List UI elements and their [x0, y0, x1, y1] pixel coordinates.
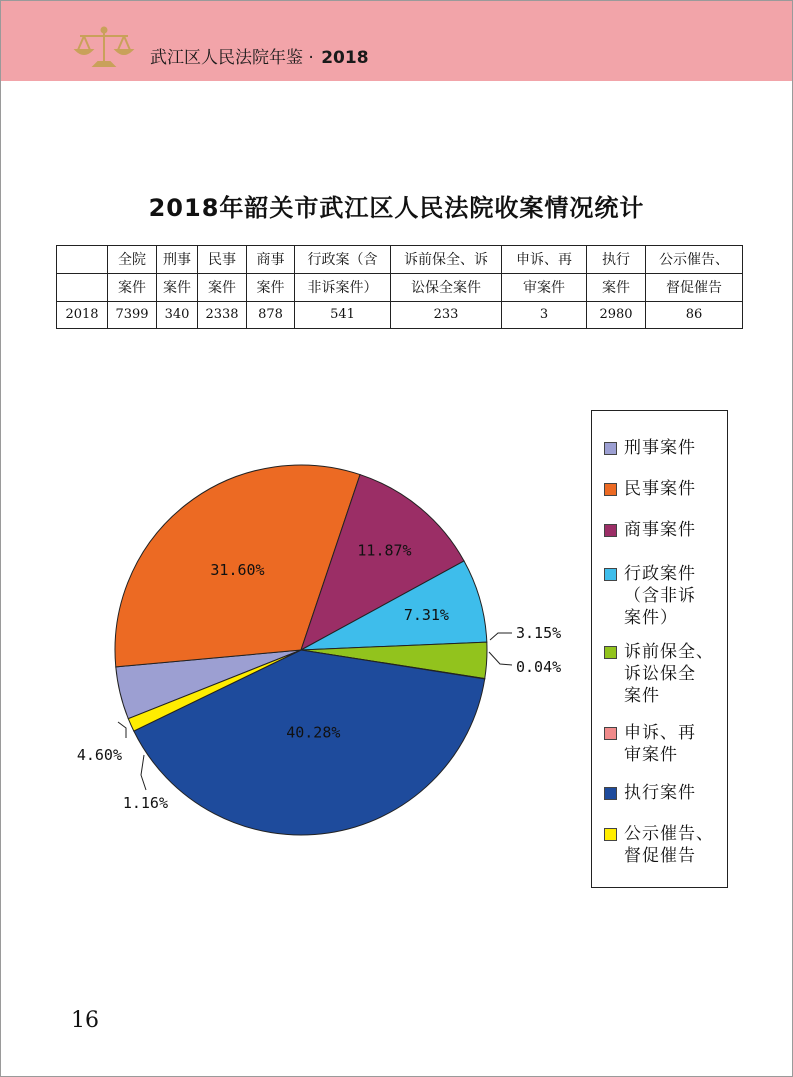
- pie-slice-label: 0.04%: [516, 658, 562, 676]
- legend-item: [604, 722, 728, 766]
- table-cell-administrative: 541: [295, 302, 391, 329]
- table-cell-enforcement: 2980: [587, 302, 646, 329]
- table-header-cell: 诉前保全、诉: [391, 246, 502, 274]
- legend-item: [604, 782, 728, 804]
- legend-label: 执行案件: [624, 783, 696, 803]
- table-cell-total: 7399: [108, 302, 157, 329]
- page-title: 2018年韶关市武江区人民法院收案情况统计: [148, 194, 645, 222]
- table-cell-year: 2018: [57, 302, 108, 329]
- pie-slice-label: 31.60%: [210, 561, 265, 580]
- table-header-cell: 民事: [198, 246, 247, 274]
- pie-leader-line: [490, 633, 512, 640]
- legend-label: 民事案件: [624, 479, 696, 499]
- table-header-cell: 公示催告、: [646, 246, 743, 274]
- table-header-cell: 刑事: [157, 246, 198, 274]
- table-header-cell: 案件: [198, 274, 247, 302]
- legend-swatch: [604, 483, 617, 496]
- table-header-cell: 审案件: [502, 274, 587, 302]
- page-number: 16: [71, 1008, 99, 1033]
- table-cell-preservation: 233: [391, 302, 502, 329]
- pie-leader-line: [489, 652, 512, 665]
- legend-item: [604, 478, 728, 500]
- table-header-cell: 全院: [108, 246, 157, 274]
- pie-slice-label: 11.87%: [357, 541, 412, 560]
- header-title: 武江区人民法院年鉴 · 2018: [150, 48, 369, 68]
- pie-slice-label: 7.31%: [403, 606, 449, 625]
- table-header-cell: 非诉案件）: [295, 274, 391, 302]
- pie-slice-label: 4.60%: [76, 746, 122, 764]
- legend-label: 商事案件: [624, 520, 696, 540]
- pie-slice-label: 1.16%: [122, 794, 168, 812]
- legend-item: [604, 437, 728, 459]
- legend-swatch: [604, 442, 617, 455]
- table-header-cell: 督促催告: [646, 274, 743, 302]
- table-header-cell: 行政案（含: [295, 246, 391, 274]
- legend-item: [604, 519, 728, 541]
- table-header-cell: 案件: [247, 274, 295, 302]
- table-header-cell: 申诉、再: [502, 246, 587, 274]
- legend-swatch: [604, 524, 617, 537]
- pie-slice-label: 40.28%: [286, 723, 341, 742]
- table-header-cell: 讼保全案件: [391, 274, 502, 302]
- legend-item: [604, 823, 728, 867]
- legend-swatch: [604, 646, 617, 659]
- legend-label: 行政案件 （含非诉 案件）: [624, 564, 696, 628]
- pie-slice-label: 3.15%: [516, 624, 562, 642]
- legend-item: [604, 641, 728, 707]
- table-header-cell: 案件: [157, 274, 198, 302]
- legend-label: 公示催告、 督促催告: [624, 824, 714, 866]
- legend-item: [604, 563, 728, 629]
- legend-swatch: [604, 568, 617, 581]
- table-cell-criminal: 340: [157, 302, 198, 329]
- legend-label: 刑事案件: [624, 438, 696, 458]
- table-header-cell: 案件: [587, 274, 646, 302]
- chart-legend: [591, 410, 728, 888]
- table-header-cell: 商事: [247, 246, 295, 274]
- legend-swatch: [604, 828, 617, 841]
- legend-label: 申诉、再 审案件: [624, 723, 696, 765]
- table-header-cell: 执行: [587, 246, 646, 274]
- legend-swatch: [604, 727, 617, 740]
- table-header-cell: 案件: [108, 274, 157, 302]
- table-cell-public-notice: 86: [646, 302, 743, 329]
- legend-label: 诉前保全、 诉讼保全 案件: [624, 642, 714, 706]
- pie-leader-line: [118, 722, 126, 738]
- legend-swatch: [604, 787, 617, 800]
- table-cell-civil: 2338: [198, 302, 247, 329]
- pie-leader-line: [141, 755, 146, 790]
- table-cell-appeal: 3: [502, 302, 587, 329]
- table-cell-commercial: 878: [247, 302, 295, 329]
